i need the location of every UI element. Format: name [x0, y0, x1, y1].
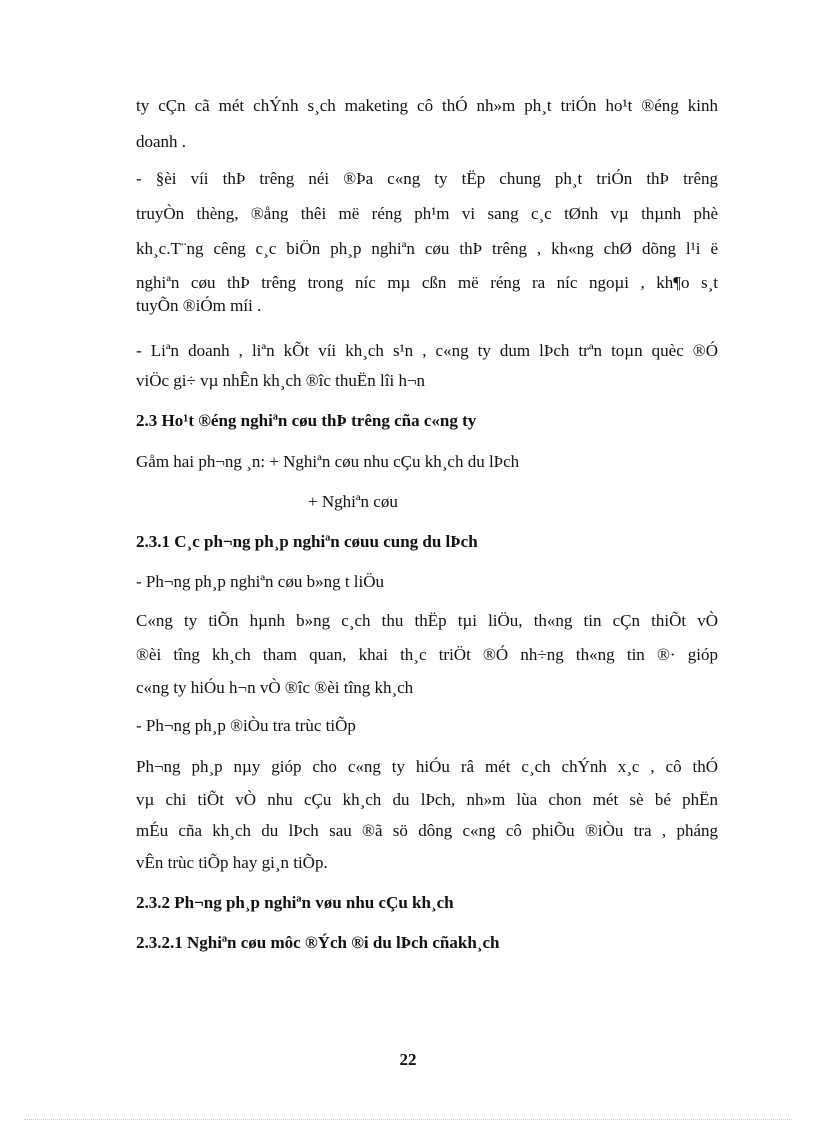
body-line: ty cÇn cã mét chÝnh s¸ch maketing cô thÓ nh»m ph¸t triÓn ho¹t ®éng kinh [136, 96, 718, 115]
body-line: ®èi tîng kh¸ch tham quan, khai th¸c triÖt ®Ó nh÷ng th«ng tin ®· gióp [136, 645, 718, 664]
section-heading: 2.3 Ho¹t ®éng nghiªn cøu thÞ trêng cña c«ng ty [136, 411, 477, 430]
body-line: vÊn trùc tiÕp hay gi¸n tiÕp. [136, 853, 328, 872]
list-item: - Ph¬ng ph¸p ®iÒu tra trùc tiÕp [136, 716, 356, 735]
body-line: tuyÕn ®iÓm míi . [136, 296, 262, 315]
body-line: Gåm hai ph¬ng ¸n: + Nghiªn cøu nhu cÇu kh¸ch du lÞch [136, 452, 520, 471]
list-item: - Ph¬ng ph¸p nghiªn cøu b»ng t liÖu [136, 572, 385, 591]
body-line: truyÒn thèng, ®ång thêi më réng ph¹m vi sang c¸c tØnh vµ thµnh phè [136, 204, 718, 223]
page-number: 22 [399, 1050, 417, 1069]
body-line: viÖc gi÷ vµ nhÊn kh¸ch ®îc thuËn lîi h¬n [136, 371, 426, 390]
body-line: c«ng ty hiÓu h¬n vÒ ®îc ®èi tîng kh¸ch [136, 678, 414, 697]
bullet-line: - Liªn doanh , liªn kÕt víi kh¸ch s¹n , c«ng ty dum lÞch trªn toµn quèc ®Ó [136, 341, 718, 360]
body-line: doanh . [136, 132, 187, 151]
subsection-heading: 2.3.2 Ph¬ng ph¸p nghiªn vøu nhu cÇu kh¸ch [136, 893, 454, 912]
body-line: Ph¬ng ph¸p nµy gióp cho c«ng ty hiÓu râ mét c¸ch chÝnh x¸c , cô thÓ [136, 757, 718, 776]
subsection-heading: 2.3.1 C¸c ph¬ng ph¸p nghiªn cøuu cung du lÞch [136, 532, 478, 551]
footer-divider [24, 1119, 792, 1120]
body-line: + Nghiªn cøu [308, 492, 398, 511]
bullet-line: - §èi víi thÞ trêng néi ®Þa c«ng ty tËp chung ph¸t triÓn thÞ trêng [136, 169, 718, 188]
body-line: mÉu cña kh¸ch du lÞch sau ®ã sö dông c«ng cô phiÕu ®iÒu tra , pháng [136, 821, 718, 840]
body-line: kh¸c.T¨ng cêng c¸c biÖn ph¸p nghiªn cøu thÞ trêng , kh«ng chØ dõng l¹i ë [136, 239, 718, 258]
subsection-heading: 2.3.2.1 Nghiªn cøu môc ®Ých ®i du lÞch cñakh¸ch [136, 933, 500, 952]
body-line: nghiªn cøu thÞ trêng trong níc mµ cßn më réng ra níc ngoµi , kh¶o s¸t [136, 273, 718, 292]
body-line: vµ chi tiÕt vÒ nhu cÇu kh¸ch du lÞch, nh»m lùa chon mét sè bé phËn [136, 790, 718, 809]
body-line: C«ng ty tiÕn hµnh b»ng c¸ch thu thËp tµi liÖu, th«ng tin cÇn thiÕt vÒ [136, 611, 718, 630]
